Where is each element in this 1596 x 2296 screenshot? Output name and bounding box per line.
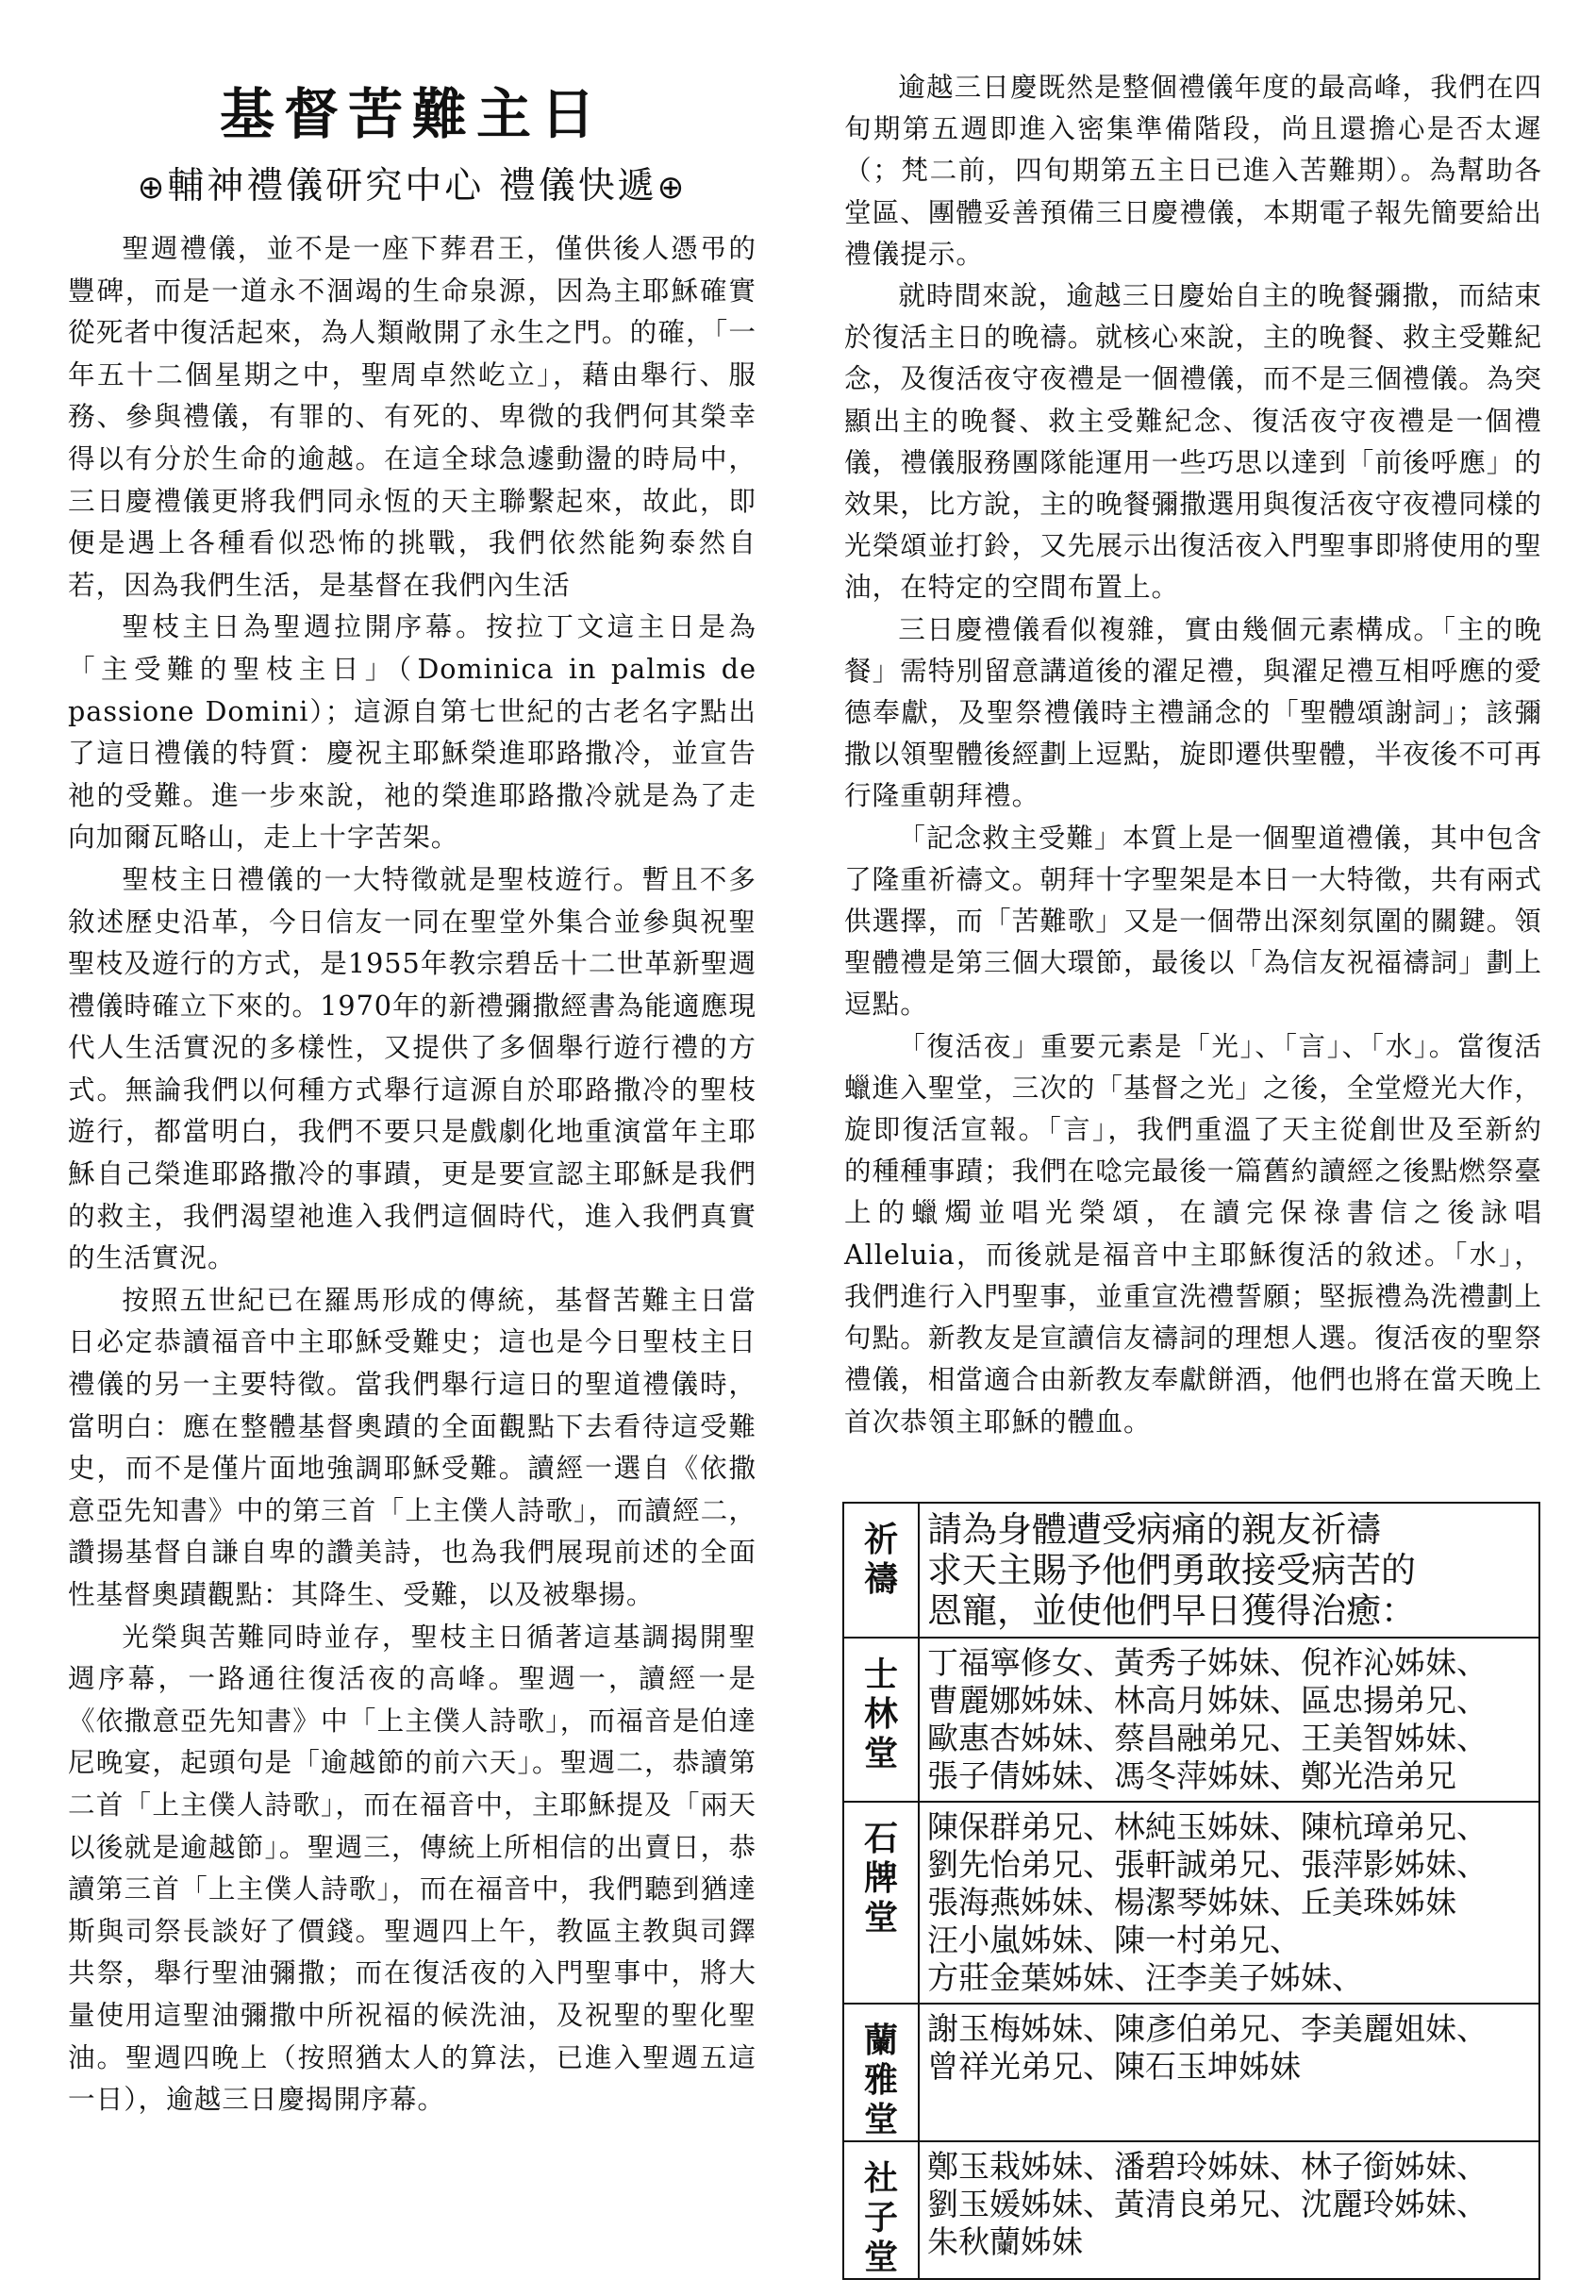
page-title: 基督苦難主日 — [219, 82, 605, 146]
names-line: 鄭玉栽姊妹、潘碧玲姊妹、林子銜姊妹、 — [927, 2148, 1488, 2185]
prayer-label: 祈禱 — [843, 1503, 919, 1638]
prayer-intro-line: 恩寵，並使他們早日獲得治癒： — [927, 1590, 1416, 1631]
article-paragraph: 逾越三日慶既然是整個禮儀年度的最高峰，我們在四旬期第五週即進入密集準備階段，尚且還擔心是否太遲（；梵二前，四旬期第五主日已進入苦難期）。為幫助各堂區、團體妥善預備三日慶禮儀，本期電子報先簡要給出禮儀提示。 — [844, 71, 1542, 270]
names-line: 張海燕姊妹、楊潔琴姊妹、丘美珠姊妹 — [927, 1884, 1456, 1921]
right-column — [844, 66, 1542, 1442]
parish-label: 社子堂 — [843, 2141, 919, 2279]
subtitle-name: 禮儀快遞 — [498, 165, 657, 208]
parish-row — [843, 2004, 1539, 2141]
names-line: 謝玉梅姊妹、陳彥伯弟兄、李美麗姐妹、 — [927, 2010, 1488, 2047]
names-line: 汪小嵐姊妹、陳一村弟兄、 — [927, 1922, 1301, 1958]
subtitle — [68, 160, 756, 214]
article-paragraph: 聖週禮儀，並不是一座下葬君王，僅供後人憑弔的豐碑，而是一道永不涸竭的生命泉源，因為主耶穌確實從死者中復活起來，為人類敞開了永生之門。的確，「一年五十二個星期之中，聖周卓然屹立」，藉由舉行、服務、參與禮儀，有罪的、有死的、卑微的我們何其榮幸得以有分於生命的逾越。在這全球急遽動盪的時局中，三日慶禮儀更將我們同永恆的天主聯繫起來，故此，即便是遇上各種看似恐怖的挑戰，我們依然能夠泰然自若，因為我們生活，是基督在我們內生活 — [68, 232, 756, 601]
article-paragraph: 按照五世紀已在羅馬形成的傳統，基督苦難主日當日必定恭讀福音中主耶穌受難史；這也是今日聖枝主日禮儀的另一主要特徵。當我們舉行這日的聖道禮儀時，當明白：應在整體基督奧蹟的全面觀點下去看待這受難史，而不是僅片面地強調耶穌受難。讀經一選自《依撒意亞先知書》中的第三首「上主僕人詩歌」，而讀經二，讚揚基督自謙自卑的讚美詩，也為我們展現前述的全面性基督奧蹟觀點：其降生、受難，以及被舉揚。 — [68, 1283, 756, 1610]
parish-names — [919, 1802, 1539, 2004]
prayer-intro — [919, 1503, 1539, 1638]
parish-row — [843, 1802, 1539, 2004]
article-paragraph: 聖枝主日禮儀的一大特徵就是聖枝遊行。暫且不多敘述歷史沿革，今日信友一同在聖堂外集合並參與祝聖聖枝及遊行的方式，是1955年教宗碧岳十二世革新聖週禮儀時確立下來的。1970年的新禮彌撒經書為能適應現代人生活實況的多樣性，又提供了多個舉行遊行禮的方式。無論我們以何種方式舉行這源自於耶路撒冷的聖枝遊行，都當明白，我們不要只是戲劇化地重演當年主耶穌自己榮進耶路撒冷的事蹟，更是要宣認主耶穌是我們的救主，我們渴望祂進入我們這個時代，進入我們真實的生活實況。 — [68, 862, 756, 1274]
names-line: 張子倩姊妹、馮冬萍姊妹、鄭光浩弟兄 — [927, 1757, 1456, 1794]
names-line: 陳保群弟兄、林純玉姊妹、陳杭璋弟兄、 — [927, 1808, 1488, 1845]
parish-row — [843, 1638, 1539, 1802]
parish-label: 石牌堂 — [843, 1802, 919, 2004]
parish-names — [919, 2141, 1539, 2279]
parish-label: 蘭雅堂 — [843, 2004, 919, 2141]
prayer-header-row — [843, 1503, 1539, 1638]
prayer-intro-line: 求天主賜予他們勇敢接受病苦的 — [927, 1550, 1416, 1590]
left-column — [68, 75, 756, 2121]
article-paragraph: 就時間來說，逾越三日慶始自主的晚餐彌撒，而結束於復活主日的晚禱。就核心來說，主的晚餐、救主受難紀念，及復活夜守夜禮是一個禮儀，而不是三個禮儀。為突顯出主的晚餐、救主受難紀念、復活夜守夜禮是一個禮儀，禮儀服務團隊能運用一些巧思以達到「前後呼應」的效果，比方說，主的晚餐彌撒選用與復活夜守夜禮同樣的光榮頌並打鈴，又先展示出復活夜入門聖事即將使用的聖油，在特定的空間布置上。 — [844, 279, 1542, 604]
cross-icon: ⊕ — [657, 169, 688, 207]
names-line: 曹麗娜姊妹、林高月姊妹、區忠揚弟兄、 — [927, 1682, 1488, 1719]
names-line: 丁福寧修女、黃秀子姊妹、倪祚沁姊妹、 — [927, 1644, 1488, 1681]
prayer-list-table — [842, 1502, 1540, 2280]
parish-names — [919, 1638, 1539, 1802]
prayer-intro-line: 請為身體遭受病痛的親友祈禱 — [927, 1509, 1381, 1550]
parish-names — [919, 2004, 1539, 2141]
names-line: 方莊金葉姊妹、汪李美子姊妹、 — [927, 1959, 1363, 1996]
names-line: 歐惠杏姊妹、蔡昌融弟兄、王美智姊妹、 — [927, 1720, 1488, 1756]
article-paragraph: 「復活夜」重要元素是「光」、「言」、「水」。當復活蠟進入聖堂，三次的「基督之光」之後，全堂燈光大作，旋即復活宣報。「言」，我們重溫了天主從創世及至新約的種種事蹟；我們在唸完最後一篇舊約讀經之後點燃祭臺上的蠟燭並唱光榮頌，在讀完保祿書信之後詠唱Alleluia，而後就是福音中主耶穌復活的敘述。「水」，我們進行入門聖事，並重宣洗禮誓願；堅振禮為洗禮劃上句點。新教友是宣讀信友禱詞的理想人選。復活夜的聖祭禮儀，相當適合由新教友奉獻餅酒，他們也將在當天晚上首次恭領主耶穌的體血。 — [844, 1029, 1542, 1438]
article-paragraph: 「記念救主受難」本質上是一個聖道禮儀，其中包含了隆重祈禱文。朝拜十字聖架是本日一大特徵，共有兩式供選擇，而「苦難歌」又是一個帶出深刻氛圍的關鍵。領聖體禮是第三個大環節，最後以「為信友祝福禱詞」劃上逗點。 — [844, 821, 1542, 1021]
parish-label: 士林堂 — [843, 1638, 919, 1802]
names-line: 曾祥光弟兄、陳石玉坤姊妹 — [927, 2048, 1301, 2085]
article-paragraph: 三日慶禮儀看似複雜，實由幾個元素構成。「主的晚餐」需特別留意講道後的濯足禮，與濯足禮互相呼應的愛德奉獻，及聖祭禮儀時主禮誦念的「聖體頌謝詞」；該彌撒以領聖體後經劃上逗點，旋即遷供聖體，半夜後不可再行隆重朝拜禮。 — [844, 612, 1542, 812]
names-line: 劉玉媛姊妹、黃清良弟兄、沈麗玲姊妹、 — [927, 2186, 1488, 2222]
cross-icon: ⊕ — [137, 169, 168, 207]
parish-row — [843, 2141, 1539, 2279]
article-paragraph: 光榮與苦難同時並存，聖枝主日循著這基調揭開聖週序幕，一路通往復活夜的高峰。聖週一，讀經一是《依撒意亞先知書》中「上主僕人詩歌」，而福音是伯達尼晚宴，起頭句是「逾越節的前六天」。聖週二，恭讀第二首「上主僕人詩歌」，而在福音中，主耶穌提及「兩天以後就是逾越節」。聖週三，傳統上所相信的出賣日，恭讀第三首「上主僕人詩歌」，而在福音中，我們聽到猶達斯與司祭長談好了價錢。聖週四上午，教區主教與司鐸共祭，舉行聖油彌撒；而在復活夜的入門聖事中，將大量使用這聖油彌撒中所祝福的候洗油，及祝聖的聖化聖油。聖週四晚上（按照猶太人的算法，已進入聖週五這一日），逾越三日慶揭開序幕。 — [68, 1620, 756, 2116]
subtitle-org: 輔神禮儀研究中心 — [167, 165, 485, 208]
article-paragraph: 聖枝主日為聖週拉開序幕。按拉丁文這主日是為「主受難的聖枝主日」（Dominica in palmis de passione Domini）；這源自第七世紀的古老名字點出了這日禮儀的特質：慶祝主耶穌榮進耶路撒冷，並宣告祂的受難。進一步來說，祂的榮進耶路撒冷就是為了走向加爾瓦略山，走上十字苦架。 — [68, 610, 756, 854]
names-line: 朱秋蘭姊妹 — [927, 2223, 1083, 2260]
names-line: 劉先怡弟兄、張軒誠弟兄、張萍影姊妹、 — [927, 1846, 1488, 1883]
